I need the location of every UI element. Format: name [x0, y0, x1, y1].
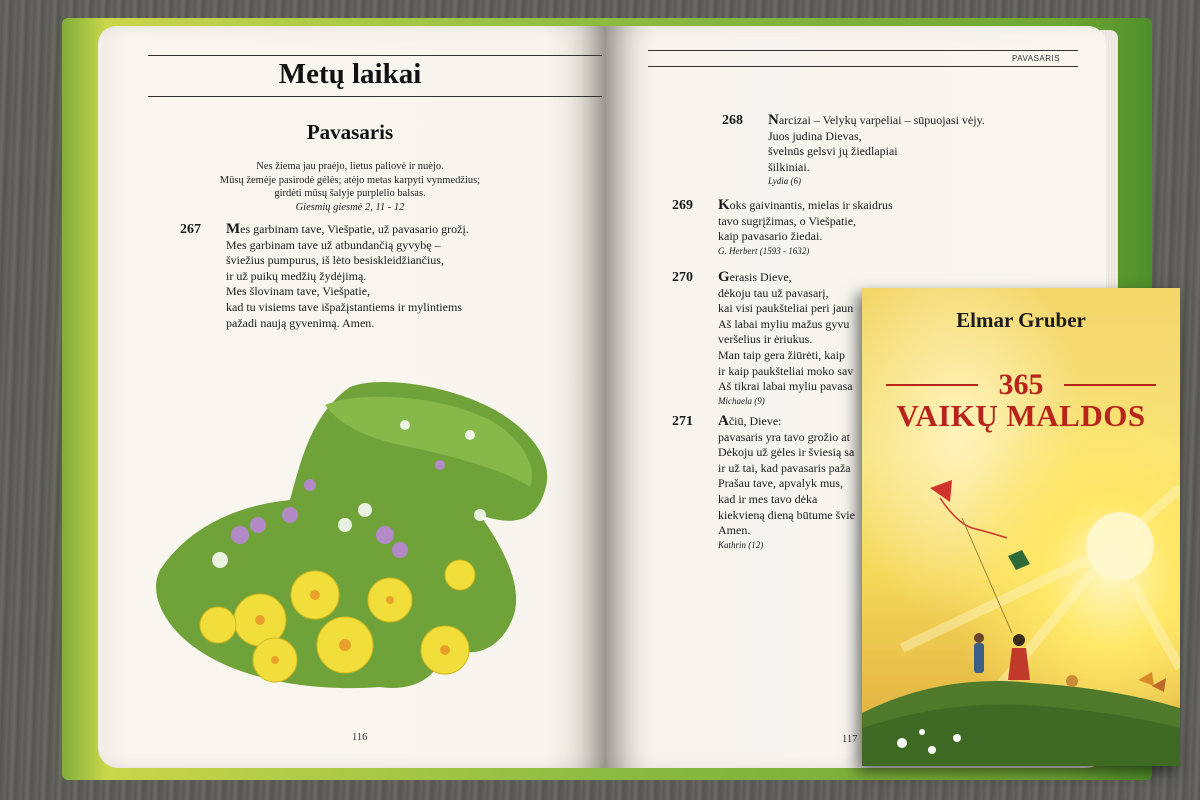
prayer-line: Aš tikrai labai myliu pavasa	[718, 379, 853, 394]
prayer-author: Kathrin (12)	[718, 539, 764, 550]
prayer-268	[722, 112, 985, 188]
prayer-267	[180, 221, 469, 331]
prayer-line: Mes šlovinam tave, Viešpatie,	[226, 284, 371, 299]
epigraph-line: girdėti mūsų šalyje purplelio balsas.	[274, 188, 426, 199]
prayer-line: kad ir mes tavo dėka	[718, 491, 818, 506]
epigraph	[160, 160, 540, 214]
prayer-line: pavasaris yra tavo grožio at	[718, 429, 850, 444]
prayer-line: Juos judina Dievas,	[768, 128, 862, 143]
prayer-line: čiū, Dieve:	[728, 414, 782, 428]
prayer-270	[672, 269, 854, 408]
prayer-line: oks gaivinantis, mielas ir skaidrus	[729, 198, 893, 212]
cover-author: Elmar Gruber	[956, 308, 1086, 332]
page-title: Metų laikai	[278, 58, 422, 90]
prayer-line: kiekvieną dieną būtume švie	[718, 507, 855, 522]
prayer-number: 271	[672, 414, 693, 429]
prayer-line: Amen.	[718, 523, 751, 538]
prayer-number: 269	[672, 198, 693, 213]
prayer-line: kai visi paukšteliai peri jaun	[718, 301, 854, 316]
prayer-line: veršelius ir ėriukus.	[718, 332, 813, 347]
cover-number: 365	[998, 368, 1044, 401]
prayer-line: kad tu visiems tave išpažįstantiems ir mylintiems	[226, 299, 462, 314]
page-number-left: 116	[352, 732, 368, 743]
prayer-line: es garbinam tave, Viešpatie, už pavasario grožį.	[240, 222, 469, 236]
bunny-flower-illustration	[150, 375, 580, 705]
prayer-line: ir už puikų medžių žydėjimą.	[226, 268, 367, 283]
prayer-line: švelnūs gelsvi jų žiedlapiai	[768, 144, 898, 159]
top-rule	[148, 55, 602, 56]
epigraph-citation: Giesmių giesmė 2, 11 - 12	[295, 201, 405, 213]
prayer-line: Man taip gera žiūrėti, kaip	[718, 347, 845, 362]
cover-artwork	[862, 288, 1180, 766]
book-cover-365-vaiku-maldos	[862, 288, 1180, 766]
prayer-number: 268	[722, 113, 743, 128]
drop-cap: M	[226, 221, 241, 237]
prayer-line: Aš labai myliu mažus gyvu	[718, 316, 850, 331]
prayer-line: šviežius pumpurus, iš lėto besiskleidžiančius,	[226, 253, 444, 268]
prayer-line: dėkoju tau už pavasarį,	[718, 285, 829, 300]
prayer-line: tavo sugrįžimas, o Viešpatie,	[718, 213, 857, 228]
drop-cap: N	[768, 112, 779, 128]
right-head-rule	[648, 66, 1078, 67]
drop-cap: A	[718, 413, 729, 429]
section-title: Pavasaris	[306, 120, 394, 144]
prayer-line: arcizai – Velykų varpeliai – sūpuojasi vėjy.	[778, 113, 985, 127]
prayer-line: Dėkoju už gėles ir šviesią sa	[718, 445, 855, 460]
prayer-line: ir kaip paukšteliai moko sav	[718, 363, 854, 378]
prayer-number: 270	[672, 270, 693, 285]
prayer-line: Mes garbinam tave už atbundančią gyvybę –	[226, 237, 441, 252]
prayer-author: Michaela (9)	[718, 395, 765, 406]
prayer-271	[672, 413, 855, 552]
title-rule	[148, 96, 602, 97]
right-top-rule	[648, 50, 1078, 51]
prayer-line: pažadi naują gyvenimą. Amen.	[226, 315, 375, 330]
prayer-author: G. Herbert (1593 - 1632)	[718, 245, 810, 256]
prayer-line: kaip pavasario žiedai.	[718, 229, 823, 244]
page-number-right: 117	[842, 734, 858, 745]
prayer-line: erasis Dieve,	[729, 270, 792, 284]
epigraph-line: Mūsų žemėje pasirodė gėlės; atėjo metas karpyti vynmedžius;	[219, 174, 481, 186]
prayer-line: Prašau tave, apvalyk mus,	[718, 476, 843, 491]
prayer-269	[672, 197, 893, 258]
cover-title: VAIKŲ MALDOS	[896, 398, 1146, 433]
running-head: PAVASARIS	[1012, 54, 1061, 63]
epigraph-line: Nes žiema jau praėjo, lietus paliovė ir nuėjo.	[256, 161, 444, 172]
prayer-line: šilkiniai.	[768, 159, 810, 174]
drop-cap: K	[718, 197, 730, 213]
prayer-number: 267	[180, 222, 201, 237]
prayer-line: ir už tai, kad pavasaris paža	[718, 460, 851, 475]
drop-cap: G	[718, 269, 730, 285]
prayer-author: Lydia (6)	[768, 176, 801, 187]
